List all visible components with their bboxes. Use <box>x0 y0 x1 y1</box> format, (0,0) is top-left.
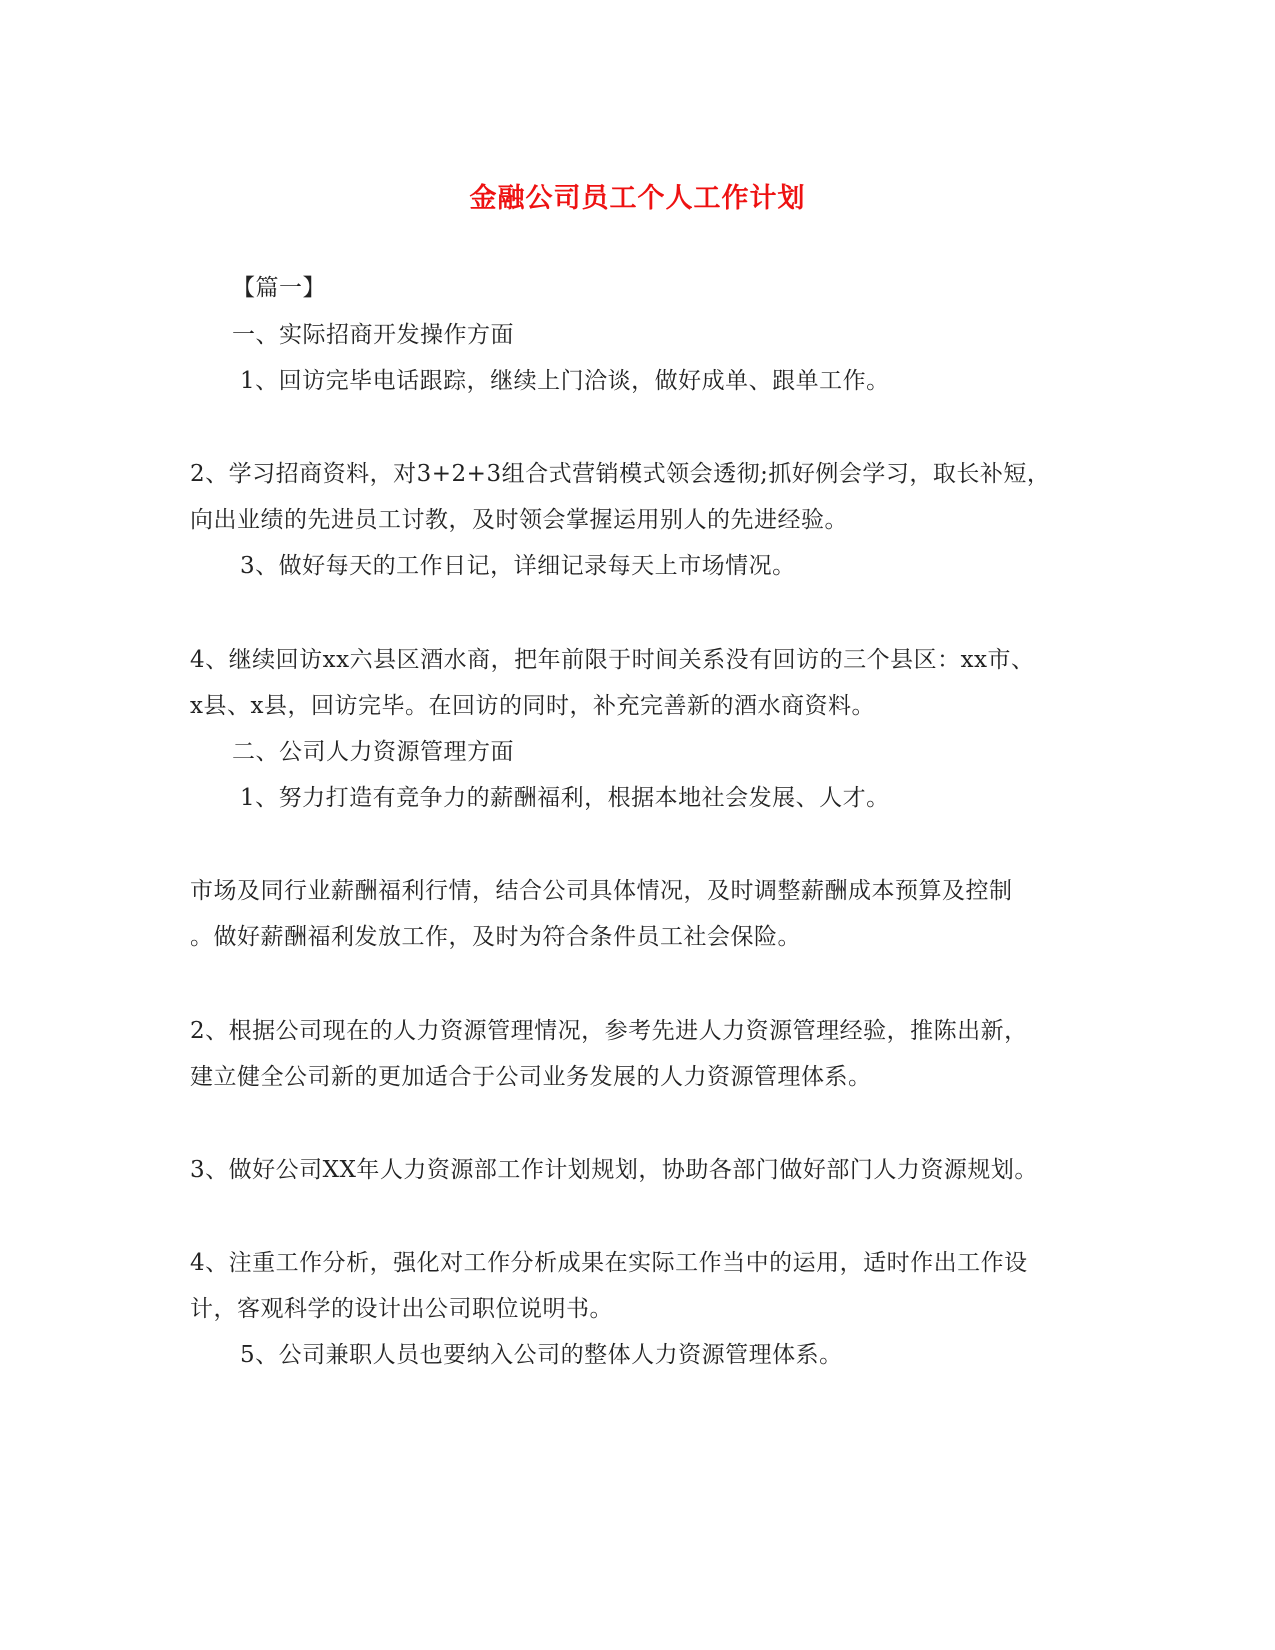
paragraph-line: 计，客观科学的设计出公司职位说明书。 <box>190 1296 613 1322</box>
section-heading: 二、公司人力资源管理方面 <box>232 739 514 765</box>
paragraph-line: 3、做好每天的工作日记，详细记录每天上市场情况。 <box>240 553 796 579</box>
section-label: 【篇一】 <box>232 275 326 301</box>
paragraph-line: 市场及同行业薪酬福利行情，结合公司具体情况，及时调整薪酬成本预算及控制 <box>190 878 1013 904</box>
paragraph-line: 。做好薪酬福利发放工作，及时为符合条件员工社会保险。 <box>190 924 801 950</box>
paragraph-line: 1、努力打造有竞争力的薪酬福利，根据本地社会发展、人才。 <box>240 785 890 811</box>
paragraph-line: 5、公司兼职人员也要纳入公司的整体人力资源管理体系。 <box>240 1342 843 1368</box>
section-heading: 一、实际招商开发操作方面 <box>232 322 514 348</box>
paragraph-line: 1、回访完毕电话跟踪，继续上门洽谈，做好成单、跟单工作。 <box>240 368 890 394</box>
paragraph-line: 4、注重工作分析，强化对工作分析成果在实际工作当中的运用，适时作出工作设 <box>190 1250 1028 1276</box>
paragraph-line: 建立健全公司新的更加适合于公司业务发展的人力资源管理体系。 <box>190 1064 872 1090</box>
paragraph-line: 3、做好公司XX年人力资源部工作计划规划，协助各部门做好部门人力资源规划。 <box>190 1157 1038 1183</box>
document-title: 金融公司员工个人工作计划 <box>469 183 806 214</box>
paragraph-line: 4、继续回访xx六县区酒水商，把年前限于时间关系没有回访的三个县区：xx市、 <box>190 647 1035 673</box>
paragraph-line: 2、根据公司现在的人力资源管理情况，参考先进人力资源管理经验，推陈出新， <box>190 1018 1028 1044</box>
paragraph-line: 向出业绩的先进员工讨教，及时领会掌握运用别人的先进经验。 <box>190 507 848 533</box>
paragraph-line: x县、x县，回访完毕。在回访的同时，补充完善新的酒水商资料。 <box>190 693 875 719</box>
paragraph-line: 2、学习招商资料，对3+2+3组合式营销模式领会透彻;抓好例会学习，取长补短， <box>190 461 1051 487</box>
